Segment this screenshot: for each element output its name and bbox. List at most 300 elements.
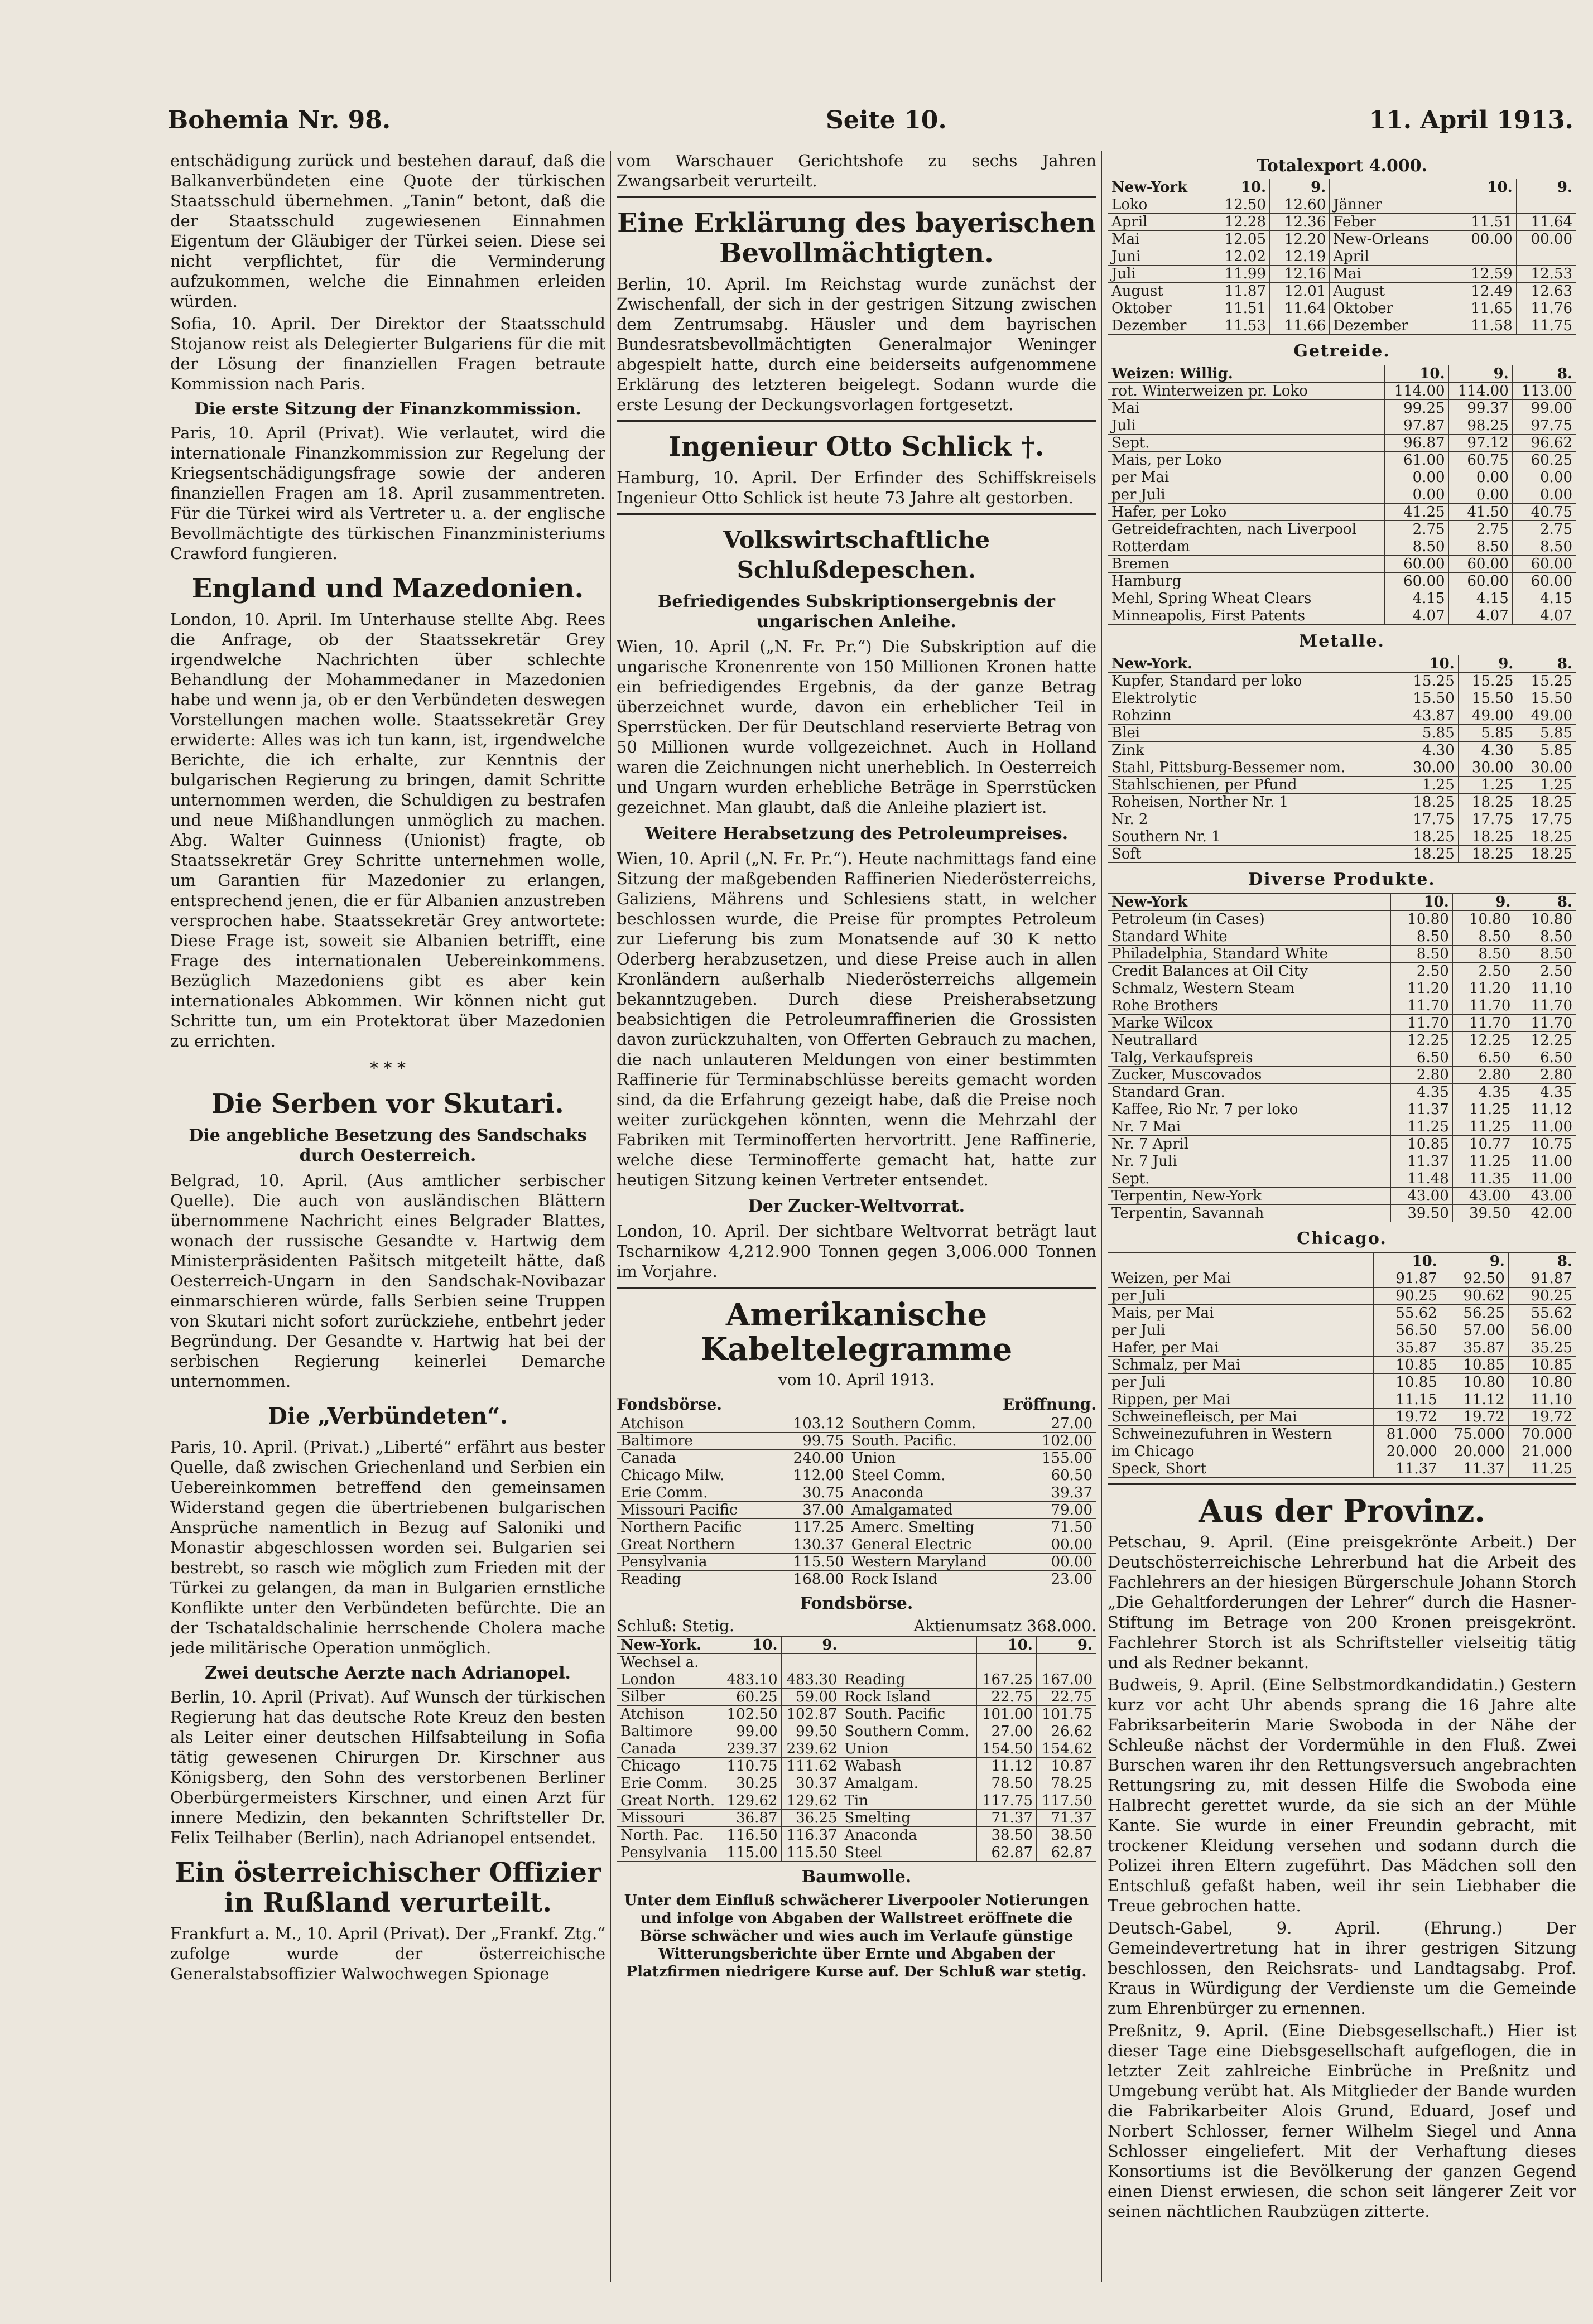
table-row [1108, 300, 1576, 317]
table-header-cell: Weizen: Willig. [1108, 365, 1385, 383]
header-center: Seite 10. [826, 106, 947, 134]
table-cell: 12.60 [1270, 196, 1330, 214]
table-cell: Terpentin, New-York [1108, 1188, 1391, 1205]
table-cell: 11.87 [1210, 283, 1269, 300]
table-cell: 12.25 [1452, 1032, 1514, 1049]
table-cell: 11.00 [1514, 1118, 1576, 1136]
table-cell: 4.30 [1399, 742, 1459, 759]
table-cell: 130.37 [776, 1536, 848, 1554]
table-cell: 115.50 [781, 1844, 841, 1862]
table-cell: 15.25 [1399, 673, 1459, 690]
table-cell: Wabash [841, 1758, 976, 1775]
article-text: Preßnitz, 9. April. (Eine Diebsgesellschaft.) Hier ist dieser Tage eine Diebsgesellschaft aufgeflogen, die in letzter Zeit zahlreiche Einbrüche in Preßnitz und Umgebung verübt hat. Als Mitglieder der Bande wurden die Fabrikarbeiter Alois Grund, Eduard, Josef und Norbert Schlosser, ferner Wilhelm Siegel und Anna Schlosser eingeliefert. Mit der Verhaftung dieses Konsortiums ist die Bevölkerung der ganzen Gegend einen Dienst erwiesen, die schon seit längerer Zeit vor seinen nächtlichen Raubzügen zitterte. [1108, 2021, 1576, 2221]
table-row [1108, 1188, 1576, 1205]
table-cell: Steel [841, 1844, 976, 1862]
table-title: Diverse Produkte. [1248, 870, 1436, 889]
table-cell: 11.66 [1270, 317, 1330, 335]
table-cell: 30.75 [776, 1484, 848, 1502]
table-cell: Hamburg [1108, 573, 1385, 590]
table-cell: 11.25 [1452, 1153, 1514, 1170]
table-cell: 11.70 [1452, 997, 1514, 1015]
table-cell: 19.72 [1373, 1409, 1441, 1426]
article-text: Petschau, 9. April. (Eine preisgekrönte Arbeit.) Der Deutschösterreichische Lehrerbund hat die Arbeit des Fachlehrers an der hiesigen Bürgerschule Johann Storch „Die Gehaltforderungen der Lehrer“ durch die Hasner-Stiftung im Betrage von 200 Kronen preisgekrönt. Fachlehrer Storch ist als Schriftsteller vielseitig tätig und als Redner bekannt. [1108, 1532, 1576, 1672]
table-cell: 56.50 [1373, 1322, 1441, 1339]
table-title: Metalle. [1299, 631, 1385, 651]
table-row [1108, 248, 1576, 266]
table-cell: 1.25 [1458, 777, 1517, 794]
table-cell: 11.70 [1452, 1015, 1514, 1032]
table-cell: 11.10 [1508, 1391, 1576, 1409]
table-row [617, 1689, 1096, 1706]
table-cell: 11.70 [1391, 997, 1453, 1015]
table-cell: 4.15 [1448, 590, 1512, 607]
table-cell: 60.00 [1448, 573, 1512, 590]
table-cell: 38.50 [976, 1827, 1036, 1844]
table-cell: 42.00 [1514, 1205, 1576, 1222]
article-heading: Die erste Sitzung der Finanzkommission. [194, 399, 581, 419]
table-cell: Tin [841, 1792, 976, 1810]
table-row [1108, 1118, 1576, 1136]
table-row [617, 1450, 1096, 1467]
table-cell: 11.12 [1514, 1101, 1576, 1118]
table-row [617, 1723, 1096, 1740]
table-cell: Chicago [617, 1758, 721, 1775]
table-cell: 12.63 [1516, 283, 1576, 300]
table-cell: Minneapolis, First Patents [1108, 607, 1385, 625]
market-note: Unter dem Einfluß schwächerer Liverpooler Notierungen und infolge von Abgaben der Wallstreet eröffnete die Börse schwächer und wies auch im Verlaufe günstige Witterungsberichte über Ernte und Abgaben der Platzfirmen niedrigere Kurse auf. Der Schluß war stetig. [624, 1892, 1089, 1980]
table-row [1108, 742, 1576, 759]
table-row [617, 1571, 1096, 1588]
table-row [1108, 725, 1576, 742]
table-cell: 30.00 [1399, 759, 1459, 777]
table-cell: Mais, per Loko [1108, 452, 1385, 469]
table-cell [1516, 196, 1576, 214]
table-cell: 41.50 [1448, 504, 1512, 521]
article-text: Frankfurt a. M., 10. April (Privat). Der „Frankf. Ztg.“ zufolge wurde der österreichische Generalstabsoffizier Walwochwegen Spionage [170, 1924, 605, 1983]
table-cell: rot. Winterweizen pr. Loko [1108, 383, 1385, 400]
table-cell: Speck, Short [1108, 1460, 1374, 1478]
table-row [617, 1671, 1096, 1689]
table-cell: Terpentin, Savannah [1108, 1205, 1391, 1222]
table-cell: 75.000 [1441, 1426, 1508, 1443]
table-cell: 30.00 [1517, 759, 1576, 777]
article-subheading: Weitere Herabsetzung des Petroleumpreises. [644, 824, 1069, 843]
table-caption [617, 1395, 1096, 1415]
table-cell: Rohzinn [1108, 707, 1399, 725]
table-row [1108, 1015, 1576, 1032]
table-cell: Rippen, per Mai [1108, 1391, 1374, 1409]
table-cell: 15.50 [1517, 690, 1576, 707]
table-cell: Rotterdam [1108, 538, 1385, 556]
table-cell: 117.50 [1036, 1792, 1096, 1810]
table-cell: Mai [1330, 266, 1456, 283]
table-cell: 97.87 [1385, 417, 1448, 435]
article-heading: Die Serben vor Skutari. [211, 1088, 564, 1120]
table-cell: Rock Island [848, 1571, 1024, 1588]
table-cell: per Mai [1108, 469, 1385, 486]
table-cell: 11.37 [1391, 1153, 1453, 1170]
table-header-cell [841, 1637, 976, 1654]
column-2 [617, 151, 1096, 2282]
table-title: Chicago. [1297, 1229, 1387, 1248]
article-heading: Eine Erklärung des bayerischen Bevollmächtigten. [617, 208, 1096, 269]
table-cell: 11.75 [1516, 317, 1576, 335]
table-cell: 11.65 [1456, 300, 1516, 317]
table-row [1108, 266, 1576, 283]
table-cell: 11.48 [1391, 1170, 1453, 1188]
table-cell: August [1330, 283, 1456, 300]
table-cell: 102.87 [781, 1706, 841, 1723]
table-cell: 12.05 [1210, 231, 1269, 248]
table-header-cell: 8. [1508, 1253, 1576, 1270]
table-cell: 59.00 [781, 1689, 841, 1706]
table-cell: 11.37 [1373, 1460, 1441, 1478]
table-cell: Chicago Milw. [617, 1467, 776, 1484]
table-cell: 43.00 [1391, 1188, 1453, 1205]
table-row [1108, 1391, 1576, 1409]
table-cell: 4.07 [1448, 607, 1512, 625]
article-text: London, 10. April. Der sichtbare Weltvorrat beträgt laut Tscharnikow 4,212.900 Tonnen gegen 3,006.000 Tonnen im Vorjahre. [617, 1222, 1096, 1281]
table-cell: 11.64 [1270, 300, 1330, 317]
table-row [1108, 504, 1576, 521]
table-cell: Loko [1108, 196, 1210, 214]
table-cell: 12.50 [1210, 196, 1269, 214]
table-cell: 18.25 [1399, 794, 1459, 811]
table-cell: 101.00 [976, 1706, 1036, 1723]
table-row [1108, 1049, 1576, 1067]
table-cell: Smelting [841, 1810, 976, 1827]
table-row [1108, 283, 1576, 300]
table-cell: 97.75 [1512, 417, 1576, 435]
table-cell: 62.87 [976, 1844, 1036, 1862]
table-cell: Southern Nr. 1 [1108, 828, 1399, 846]
table-row [1108, 1339, 1576, 1357]
table-cell: Reading [617, 1571, 776, 1588]
market-volume: Aktienumsatz 368.000. [913, 1617, 1096, 1635]
table-cell: 39.50 [1391, 1205, 1453, 1222]
table-cell: Anaconda [841, 1827, 976, 1844]
table-cell: Southern Comm. [841, 1723, 976, 1740]
table-row [1108, 214, 1576, 231]
table-header-cell: 8. [1517, 655, 1576, 673]
table-row [1108, 707, 1576, 725]
table-cell: 99.50 [781, 1723, 841, 1740]
column-rule [1101, 151, 1102, 2282]
table-row [1108, 811, 1576, 828]
table-cell: 78.50 [976, 1775, 1036, 1792]
table-row [617, 1775, 1096, 1792]
article-text: vom Warschauer Gerichtshofe zu sechs Jahren Zwangsarbeit verurteilt. [617, 151, 1096, 190]
table-cell: 22.75 [1036, 1689, 1096, 1706]
table-cell: 99.75 [776, 1433, 848, 1450]
table-cell: 11.37 [1441, 1460, 1508, 1478]
table-cell: Missouri Pacific [617, 1502, 776, 1519]
table-cell: 117.75 [976, 1792, 1036, 1810]
article-text: Berlin, 10. April. Im Reichstag wurde zunächst der Zwischenfall, der sich in der gestrigen Sitzung zwischen dem Zentrumsabg. Häusler und dem bayrischen Bundesratsbevollmächtigten Generalmajor Weninger abgespielt hatte, durch eine beiderseits aufgenommene Erklärung des letzteren beigelegt. Sodann wurde die erste Lesung der Deckungsvorlagen fortgesetzt. [617, 274, 1096, 414]
table-cell: 17.75 [1517, 811, 1576, 828]
table-cell: 11.53 [1210, 317, 1269, 335]
table-cell: 6.50 [1514, 1049, 1576, 1067]
table-cell: Bremen [1108, 556, 1385, 573]
table-cell: Dezember [1108, 317, 1210, 335]
table-cell: 12.28 [1210, 214, 1269, 231]
table-cell: 2.80 [1514, 1067, 1576, 1084]
table-header-row [1108, 365, 1576, 383]
table-cell [781, 1654, 841, 1671]
table-row [617, 1502, 1096, 1519]
table-cell: 12.16 [1270, 266, 1330, 283]
table-row [617, 1415, 1096, 1433]
table-cell: 4.15 [1512, 590, 1576, 607]
table-cell: 11.25 [1391, 1118, 1453, 1136]
table-cell: 20.000 [1373, 1443, 1441, 1460]
table-row [617, 1844, 1096, 1862]
table-cell: Pensylvania [617, 1554, 776, 1571]
table-cell: 240.00 [776, 1450, 848, 1467]
table-cell: 35.25 [1508, 1339, 1576, 1357]
table-row [617, 1740, 1096, 1758]
table-cell: Schmalz, per Mai [1108, 1357, 1374, 1374]
table-cell: 6.50 [1452, 1049, 1514, 1067]
article-heading: Zwei deutsche Aerzte nach Adrianopel. [205, 1664, 571, 1683]
table-cell: 11.25 [1452, 1101, 1514, 1118]
table-row [1108, 1374, 1576, 1391]
table-cell: Pensylvania [617, 1844, 721, 1862]
table-cell: Hafer, per Loko [1108, 504, 1385, 521]
article-text: Deutsch-Gabel, 9. April. (Ehrung.) Der Gemeindevertretung hat in ihrer gestrigen Sitzung beschlossen, den Reichsrats- und Landtagsabg. Prof. Kraus in Würdigung der Verdienste um die Gemeinde zum Ehrenbürger zu ernennen. [1108, 1918, 1576, 2018]
table-row [1108, 911, 1576, 928]
article-heading: Ein österreichischer Offizier in Rußland verurteilt. [174, 1857, 601, 1918]
table-cell: 81.000 [1373, 1426, 1441, 1443]
divider [617, 196, 1096, 198]
table-row [1108, 1101, 1576, 1118]
table-cell: 37.00 [776, 1502, 848, 1519]
table-cell: 11.70 [1391, 1015, 1453, 1032]
table-cell: 115.50 [776, 1554, 848, 1571]
products-table [1108, 893, 1576, 1222]
table-row [1108, 1322, 1576, 1339]
table-cell: Amalgamated [848, 1502, 1024, 1519]
table-cell: 30.25 [721, 1775, 781, 1792]
cotton-table [1108, 179, 1576, 335]
table-cell: 11.37 [1391, 1101, 1453, 1118]
table-header-cell: 9. [1452, 894, 1514, 911]
table-cell: Rock Island [841, 1689, 976, 1706]
table-cell: 60.00 [1448, 556, 1512, 573]
table-cell: Baltimore [617, 1723, 721, 1740]
table-cell: Northern Pacific [617, 1519, 776, 1536]
table-cell: 12.59 [1456, 266, 1516, 283]
table-cell: Erie Comm. [617, 1775, 721, 1792]
table-cell: Juli [1108, 266, 1210, 283]
table-cell: 11.70 [1514, 997, 1576, 1015]
table-title: Totalexport 4.000. [1256, 156, 1428, 176]
table-title: Baumwolle. [801, 1867, 912, 1887]
table-cell: 167.25 [976, 1671, 1036, 1689]
table-row [1108, 521, 1576, 538]
table-cell: 114.00 [1448, 383, 1512, 400]
divider [617, 513, 1096, 515]
table-cell: Mai [1108, 231, 1210, 248]
table-header-cell: New-York. [1108, 655, 1399, 673]
table-header-cell: 9. [1270, 179, 1330, 196]
table-cell: 18.25 [1458, 828, 1517, 846]
table-cell: 4.35 [1514, 1084, 1576, 1101]
table-cell: 4.07 [1512, 607, 1576, 625]
table-cell: Stahlschienen, per Pfund [1108, 777, 1399, 794]
table-cell [1036, 1654, 1096, 1671]
table-cell: Kaffee, Rio Nr. 7 per loko [1108, 1101, 1391, 1118]
table-cell: Juli [1108, 417, 1385, 435]
table-cell: 1.25 [1517, 777, 1576, 794]
article-text: Belgrad, 10. April. (Aus amtlicher serbischer Quelle). Die auch von ausländischen Blättern übernommene Nachricht eines Belgrader Blattes, wonach der russische Gesandte v. Hartwig dem Ministerpräsidenten Pašitsch mitgeteilt hätte, daß Oesterreich-Ungarn in den Sandschak-Novibazar einmarschieren würde, falls Serbien seine Truppen von Skutari nicht sofort zurückziehe, entbehrt jeder Begründung. Der Gesandte v. Hartwig hat bei der serbischen Regierung keinerlei Demarche unternommen. [170, 1171, 605, 1391]
table-cell: 12.25 [1391, 1032, 1453, 1049]
table-cell: 0.00 [1448, 486, 1512, 504]
divider [1108, 1483, 1576, 1485]
table-cell: Neutrallard [1108, 1032, 1391, 1049]
table-row [1108, 417, 1576, 435]
header-left: Bohemia Nr. 98. [167, 106, 391, 134]
table-row [1108, 1409, 1576, 1426]
table-cell: 49.00 [1517, 707, 1576, 725]
table-cell: April [1330, 248, 1456, 266]
table-cell: 60.00 [1512, 573, 1576, 590]
article-subheading: Der Zucker-Weltvorrat. [748, 1197, 965, 1216]
table-cell: 117.25 [776, 1519, 848, 1536]
table-cell: 6.50 [1391, 1049, 1453, 1067]
table-cell: 36.87 [721, 1810, 781, 1827]
table-cell: 21.000 [1508, 1443, 1576, 1460]
table-cell: 8.50 [1452, 946, 1514, 963]
table-cell: 12.49 [1456, 283, 1516, 300]
table-cell: 8.50 [1452, 928, 1514, 946]
table-cell: 60.00 [1385, 573, 1448, 590]
table-header-cell: 9. [1441, 1253, 1508, 1270]
table-cell: 18.25 [1517, 846, 1576, 863]
section-heading: Amerikanische Kabeltelegramme [700, 1296, 1013, 1368]
table-cell: 8.50 [1385, 538, 1448, 556]
article-text: London, 10. April. Im Unterhause stellte Abg. Rees die Anfrage, ob der Staatssekretär Grey irgendwelche Nachrichten über schlechte Behandlung der Mohammedaner in Mazedonien habe und wenn ja, ob er den Verbündeten deswegen Vorstellungen machen wolle. Staatssekretär Grey erwiderte: Alles was ich tun kann, ist, irgendwelche Berichte, die ich erhalte, zur Kenntnis der bulgarischen Regierung zu bringen, damit Schritte unternommen werden, die Schuldigen zu bestrafen und neue Mißhandlungen unmöglich zu machen. Abg. Walter Guinness (Unionist) fragte, ob Staatssekretär Grey Schritte unternehmen wolle, um Garantien für Mazedonier zu erlangen, entsprechend jenen, die er für Albanien anzustreben versprochen habe. Staatssekretär Grey antwortete: Diese Frage ist, soweit sie Albanien betrifft, eine Frage des internationalen Uebereinkommens. Bezüglich Mazedoniens gibt es aber kein internationales Abkommen. Wir können nicht gut Schritte tun, um ein Protektorat über Mazedonien zu errichten. [170, 610, 605, 1050]
table-row [1108, 573, 1576, 590]
table-cell: 12.25 [1514, 1032, 1576, 1049]
table-cell: 155.00 [1024, 1450, 1096, 1467]
table-cell: 2.50 [1452, 963, 1514, 980]
table-cell: 40.75 [1512, 504, 1576, 521]
table-cell: Schmalz, Western Steam [1108, 980, 1391, 997]
table-cell: 2.50 [1391, 963, 1453, 980]
table-cell: 4.35 [1391, 1084, 1453, 1101]
table-cell: 102.00 [1024, 1433, 1096, 1450]
table-cell: 97.12 [1448, 435, 1512, 452]
table-cell: 0.00 [1385, 469, 1448, 486]
table-cell: 57.00 [1441, 1322, 1508, 1339]
table-cell: Philadelphia, Standard White [1108, 946, 1391, 963]
table-cell: Erie Comm. [617, 1484, 776, 1502]
table-cell: 8.50 [1448, 538, 1512, 556]
table-row [1108, 538, 1576, 556]
table-row [617, 1554, 1096, 1571]
column-3 [1108, 151, 1576, 2282]
section-separator: * * * [369, 1059, 406, 1078]
table-cell: per Juli [1108, 1288, 1374, 1305]
table-row [1108, 469, 1576, 486]
table-cell: 60.00 [1512, 556, 1576, 573]
table-cell: 99.25 [1385, 400, 1448, 417]
table-row [1108, 690, 1576, 707]
table-cell: 11.00 [1514, 1153, 1576, 1170]
table-cell: 10.85 [1373, 1357, 1441, 1374]
table-cell: Union [841, 1740, 976, 1758]
table-header-row [1108, 894, 1576, 911]
table-row [1108, 1288, 1576, 1305]
table-cell [976, 1654, 1036, 1671]
table-caption [617, 1616, 1096, 1636]
divider [617, 1287, 1096, 1289]
table-cell: 111.62 [781, 1758, 841, 1775]
table-cell: Dezember [1330, 317, 1456, 335]
table-cell: 60.00 [1385, 556, 1448, 573]
table-cell: 18.25 [1517, 794, 1576, 811]
table-row [1108, 1357, 1576, 1374]
table-cell: 11.64 [1516, 214, 1576, 231]
table-cell: Kupfer, Standard per loko [1108, 673, 1399, 690]
table-cell: 12.19 [1270, 248, 1330, 266]
table-cell: 30.37 [781, 1775, 841, 1792]
table-cell: per Juli [1108, 486, 1385, 504]
fonds-opening-table [617, 1415, 1096, 1588]
table-header-cell: 8. [1514, 894, 1576, 911]
table-cell: 15.25 [1517, 673, 1576, 690]
article-text: entschädigung zurück und bestehen darauf, daß die Balkanverbündeten eine Quote der türkischen Staatsschuld übernehmen. „Tanin“ betont, daß die der Staatsschuld zugewiesenen Einnahmen Eigentum der Gläubiger der Türkei seien. Diese sei nicht verpflichtet, für die Verminderung aufzukommen, welche die Einnahmen erleiden würden. [170, 151, 605, 311]
table-cell: 2.75 [1385, 521, 1448, 538]
table-cell: per Juli [1108, 1374, 1374, 1391]
table-cell: 99.00 [721, 1723, 781, 1740]
table-cell: 167.00 [1036, 1671, 1096, 1689]
table-row [1108, 1460, 1576, 1478]
table-cell: 11.20 [1452, 980, 1514, 997]
table-cell: Schweinezufuhren in Western [1108, 1426, 1374, 1443]
table-header-cell: 10. [1456, 179, 1516, 196]
table-row [617, 1827, 1096, 1844]
table-cell: 39.37 [1024, 1484, 1096, 1502]
table-cell: Jänner [1330, 196, 1456, 214]
table-cell: 11.35 [1452, 1170, 1514, 1188]
market-status: Schluß: Stetig. [617, 1617, 734, 1635]
table-cell: Nr. 7 Mai [1108, 1118, 1391, 1136]
table-cell: Great North. [617, 1792, 721, 1810]
table-row [1108, 196, 1576, 214]
table-cell: New-Orleans [1330, 231, 1456, 248]
table-cell: Canada [617, 1450, 776, 1467]
table-header-row [1108, 179, 1576, 196]
fonds-subtitle: Eröffnung. [1002, 1395, 1096, 1414]
table-cell: 71.37 [976, 1810, 1036, 1827]
table-cell: Great Northern [617, 1536, 776, 1554]
table-header-cell: 9. [1458, 655, 1517, 673]
table-cell: Nr. 7 Juli [1108, 1153, 1391, 1170]
table-cell: Juni [1108, 248, 1210, 266]
table-header-row [1108, 655, 1576, 673]
table-cell: 2.80 [1391, 1067, 1453, 1084]
table-cell [721, 1654, 781, 1671]
table-cell [841, 1654, 976, 1671]
table-row [1108, 400, 1576, 417]
table-cell: 56.25 [1441, 1305, 1508, 1322]
table-cell: Baltimore [617, 1433, 776, 1450]
table-row [1108, 1270, 1576, 1288]
table-header-cell: 10. [1391, 894, 1453, 911]
table-cell: 12.20 [1270, 231, 1330, 248]
